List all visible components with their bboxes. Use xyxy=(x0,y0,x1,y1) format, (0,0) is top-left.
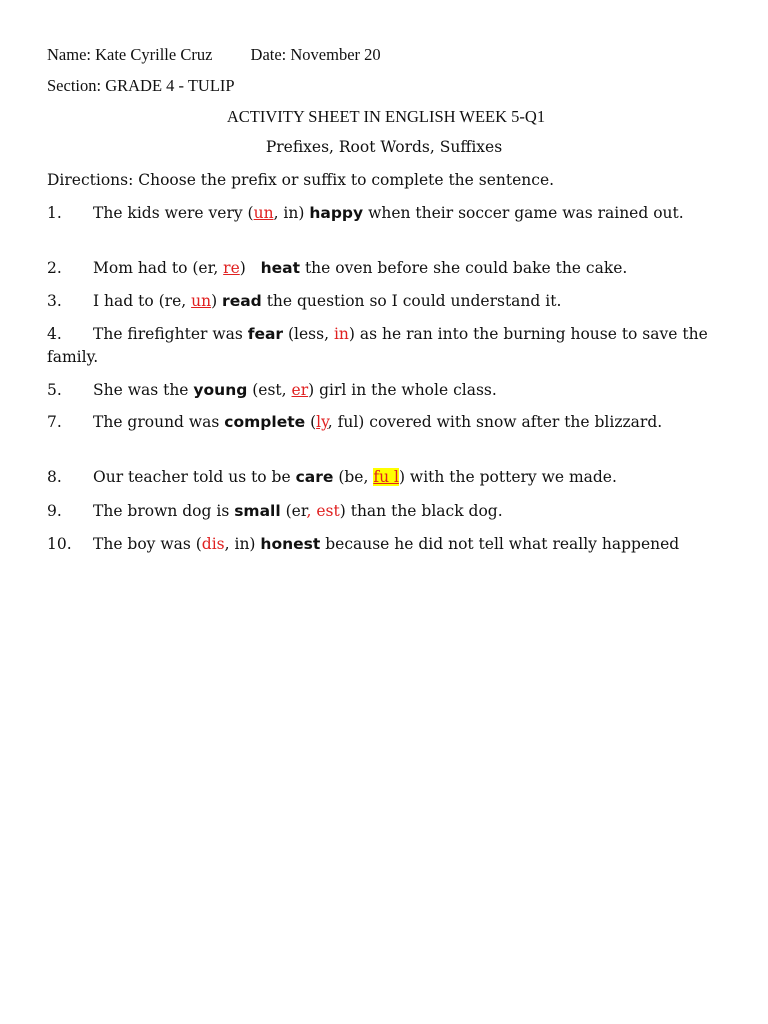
root-word: fear xyxy=(247,325,284,343)
item-number: 5. xyxy=(47,381,62,399)
chosen-answer: dis xyxy=(201,535,225,553)
date-value: November 20 xyxy=(290,45,381,64)
item-7: 7. The ground was complete (ly, ful) covered with snow after the blizzard. xyxy=(47,411,727,434)
chosen-answer-highlighted: fu l xyxy=(373,468,399,486)
item-4: 4. The firefighter was fear (less, in) as he ran into the burning house to save the family. xyxy=(47,325,708,366)
root-word: heat xyxy=(260,259,301,277)
chosen-answer: un xyxy=(191,292,212,310)
chosen-answer: , est xyxy=(306,502,340,520)
root-word: read xyxy=(222,292,262,310)
section-label: Section: xyxy=(47,76,102,95)
date-label: Date: xyxy=(250,45,287,64)
name-line xyxy=(47,45,381,65)
item-number: 4. xyxy=(47,325,62,343)
chosen-answer: ly xyxy=(316,413,328,431)
section-line xyxy=(47,76,235,96)
root-word: care xyxy=(295,468,334,486)
sheet-subtitle: Prefixes, Root Words, Suffixes xyxy=(265,138,503,156)
item-number: 7. xyxy=(47,413,62,431)
root-word: young xyxy=(193,381,248,399)
chosen-answer: in xyxy=(333,325,349,343)
item-3: 3. I had to (re, un) read the question so I could understand it. xyxy=(47,290,727,313)
chosen-answer: un xyxy=(253,204,274,222)
item-number: 3. xyxy=(47,292,62,310)
item-5: 5. She was the young (est, er) girl in the whole class. xyxy=(47,379,727,402)
root-word: happy xyxy=(309,204,364,222)
name-label: Name: xyxy=(47,45,91,64)
chosen-answer: re xyxy=(223,259,240,277)
root-word: complete xyxy=(224,413,306,431)
item-number: 8. xyxy=(47,468,62,486)
item-9: 9. The brown dog is small (er, est) than the black dog. xyxy=(47,500,727,523)
root-word: honest xyxy=(260,535,321,553)
chosen-answer: er xyxy=(291,381,309,399)
item-2: 2. Mom had to (er, re) heat the oven before she could bake the cake. xyxy=(47,257,727,280)
sheet-title: ACTIVITY SHEET IN ENGLISH WEEK 5-Q1 xyxy=(226,107,546,126)
item-8: 8. Our teacher told us to be care (be, fu l) with the pottery we made. xyxy=(47,466,727,489)
directions: Directions: Choose the prefix or suffix to complete the sentence. xyxy=(47,171,555,189)
item-number: 2. xyxy=(47,259,62,277)
section-value: GRADE 4 - TULIP xyxy=(105,76,235,95)
root-word: small xyxy=(234,502,281,520)
item-number: 9. xyxy=(47,502,62,520)
item-number: 1. xyxy=(47,204,62,222)
item-10: 10. The boy was (dis, in) honest because he did not tell what really happened xyxy=(47,533,727,556)
student-name: Kate Cyrille Cruz xyxy=(95,45,213,64)
item-number: 10. xyxy=(47,535,72,553)
item-1: 1. The kids were very (un, in) happy when their soccer game was rained out. xyxy=(47,202,727,225)
